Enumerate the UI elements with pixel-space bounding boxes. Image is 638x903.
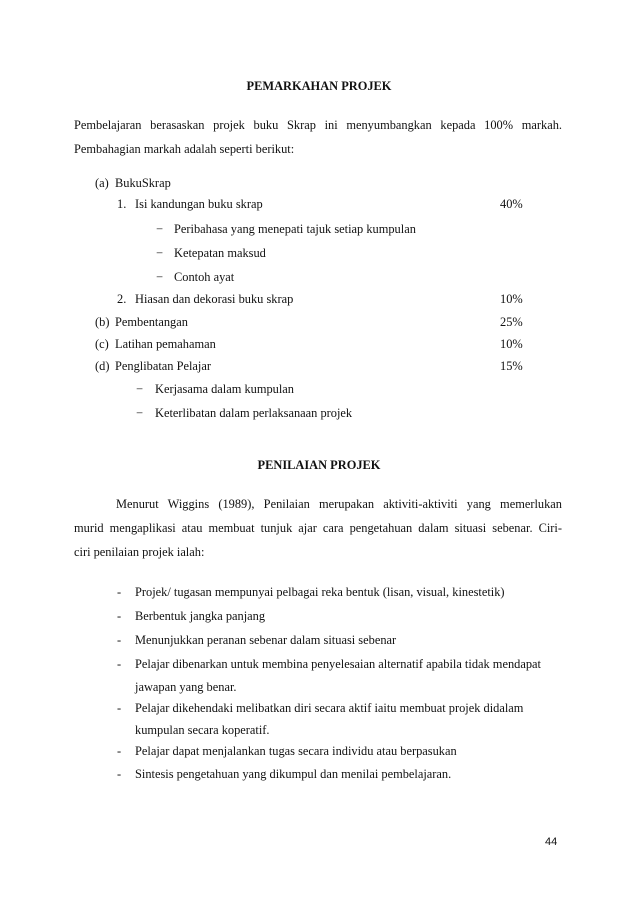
bullet-symbol: - [117,744,122,758]
bullet-symbol: - [117,701,122,715]
bullet-symbol: - [117,585,122,599]
dash-bullet: − [136,406,143,420]
section-title-pemarkahan: PEMARKAHAN PROJEK [246,79,392,93]
item-a-label: BukuSkrap [115,176,171,190]
intro-line-1: Pembelajaran berasaskan projek buku Skrap ini menyumbangkan kepada 100% markah. [74,118,562,132]
d-bullet-2: Keterlibatan dalam perlaksanaan projek [155,406,353,420]
item-c-marker: (c) [95,337,109,351]
dash-bullet: − [156,222,163,236]
bullet-4: Pelajar dibenarkan untuk membina penyelesaian alternatif apabila tidak mendapat [135,657,541,671]
a1-bullet-1: Peribahasa yang menepati tajuk setiap kumpulan [174,222,416,236]
bullet-5-cont: kumpulan secara koperatif. [135,723,270,737]
bullet-6: Pelajar dapat menjalankan tugas secara individu atau berpasukan [135,744,457,758]
item-a2-marker: 2. [117,292,127,306]
item-d-marker: (d) [95,359,110,373]
bullet-3: Menunjukkan peranan sebenar dalam situasi sebenar [135,633,397,647]
dash-bullet: − [156,246,163,260]
item-a1-percent: 40% [500,197,523,211]
bullet-symbol: - [117,633,122,647]
para-line-3: ciri penilaian projek ialah: [74,545,205,559]
para-line-1: Menurut Wiggins (1989), Penilaian merupakan aktiviti-aktiviti yang memerlukan [116,497,562,511]
a1-bullet-2: Ketepatan maksud [174,246,266,260]
item-a2-percent: 10% [500,292,523,306]
intro-line-2: Pembahagian markah adalah seperti berikut: [74,142,295,156]
item-d-percent: 15% [500,359,523,373]
d-bullet-1: Kerjasama dalam kumpulan [155,382,295,396]
item-b-percent: 25% [500,315,523,329]
bullet-4-cont: jawapan yang benar. [135,680,237,694]
item-c-percent: 10% [500,337,523,351]
bullet-1: Projek/ tugasan mempunyai pelbagai reka bentuk (lisan, visual, kinestetik) [135,585,505,599]
a1-bullet-3: Contoh ayat [174,270,235,284]
item-d-label: Penglibatan Pelajar [115,359,211,373]
item-a-marker: (a) [95,176,109,190]
section-title-penilaian: PENILAIAN PROJEK [257,458,381,472]
item-a2-label: Hiasan dan dekorasi buku skrap [135,292,294,306]
item-a1-marker: 1. [117,197,127,211]
bullet-symbol: - [117,767,122,781]
dash-bullet: − [136,382,143,396]
bullet-5: Pelajar dikehendaki melibatkan diri secara aktif iaitu membuat projek didalam [135,701,524,715]
item-a1-label: Isi kandungan buku skrap [135,197,263,211]
page-number: 44 [545,836,558,848]
item-b-label: Pembentangan [115,315,188,329]
dash-bullet: − [156,270,163,284]
bullet-7: Sintesis pengetahuan yang dikumpul dan menilai pembelajaran. [135,767,452,781]
bullet-symbol: - [117,657,122,671]
item-c-label: Latihan pemahaman [115,337,216,351]
item-b-marker: (b) [95,315,110,329]
bullet-symbol: - [117,609,122,623]
para-line-2: murid mengaplikasi atau membuat tunjuk ajar cara pengetahuan dalam situasi sebenar. Ciri- [74,521,562,535]
bullet-2: Berbentuk jangka panjang [135,609,266,623]
